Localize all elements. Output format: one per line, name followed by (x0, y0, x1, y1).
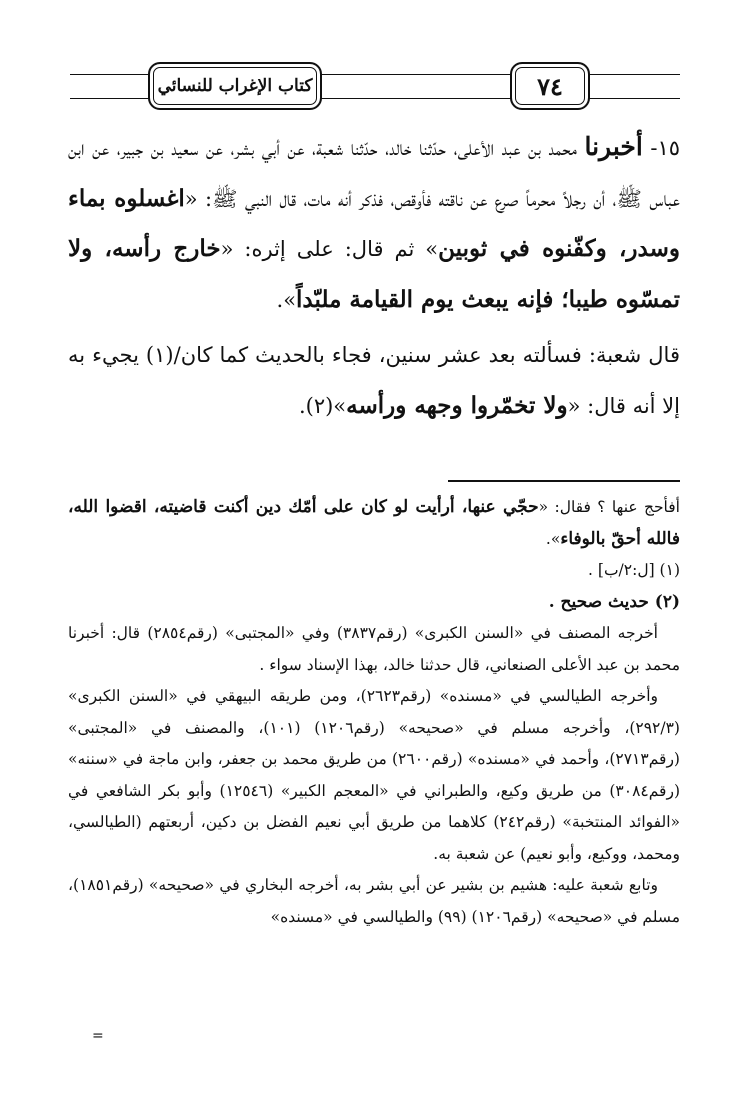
footnote-2-label: (٢) حديث صحيح . (548, 591, 680, 612)
page-header (70, 62, 680, 108)
carry-over-quote: حجّي عنها، أرأيت لو كان على أمّك دين أكنت قاضيته، اقضوا الله، فالله أحقّ بالوفاء (68, 497, 680, 549)
hadith-paragraph (68, 122, 680, 325)
carry-over-prefix: أفأحج عنها ؟ فقال: « (538, 498, 680, 516)
footnotes (68, 492, 680, 933)
footnote-carry-over (68, 492, 680, 555)
page-number: ٧٤ (510, 62, 590, 110)
footnote-1: (١) [ل:٢/ب] . (588, 561, 680, 579)
hadith-quote-3: ولا تخمّروا وجهه ورأسه (346, 391, 568, 419)
hadith-isnad: محمد بن عبد الأعلى، حدّثنا خالد، حدّثنا شعبة، عن أبي بشر، عن سعيد بن جبير، عن ابن عباس ﷺ، أن رجلاً محرماً صرع عن ناقته فأوقص، فذكر أنه مات، قال النبي ﷺ: « (68, 136, 680, 211)
footnote-separator (448, 480, 680, 482)
hadith-mid: » ثم قال: على إثره: « (220, 237, 439, 261)
hadith-lead-word: أخبرنا (584, 132, 643, 161)
hadith-quote-2: خارج رأسه، ولا تمسّوه طيبا؛ فإنه يبعث يوم القيامة ملبّداً (68, 235, 680, 313)
book-title: كتاب الإغراب للنسائي (148, 62, 322, 110)
hadith-end-2: »(٢). (298, 393, 347, 418)
hadith-quote-1: اغسلوه بماء وسدر، وكفّنوه في ثوبين (68, 184, 680, 262)
carry-over-suffix: ». (545, 529, 561, 548)
shuba-text: قال شعبة: فسألته بعد عشر سنين، فجاء بالحديث كما كان/(١) يجيء به إلا أنه قال: « (68, 343, 680, 418)
hadith-number: ١٥- (642, 136, 680, 160)
continuation-mark: = (92, 1028, 104, 1044)
takhrij-paragraph: وأخرجه الطيالسي في «مسنده» (رقم٢٦٢٣)، ومن طريقه البيهقي في «السنن الكبرى» (٢٩٢/٣)، وأخرجه مسلم في «صحيحه» (رقم١٢٠٦) (١٠١)، والمصنف في «المجتبى» (رقم٢٧١٣)، وأحمد في «مسنده» (رقم٢٦٠٠) من طريق محمد بن جعفر، وابن ماجة في «سننه» (رقم٣٠٨٤) من طريق وكيع، والطبراني في «المعجم الكبير» (١٢٥٤٦) وأبو بكر الشافعي في «الفوائد المنتخبة» (رقم٢٤٢) كلاهما من طريق أبي نعيم الفضل بن دكين، أربعتهم (الطيالسي، ومحمد، ووكيع، وأبو نعيم) عن شعبة به. (68, 687, 680, 863)
takhrij-paragraph: أخرجه المصنف في «السنن الكبرى» (رقم٣٨٣٧) وفي «المجتبى» (رقم٢٨٥٤) قال: أخبرنا محمد بن عبد الأعلى الصنعاني، قال حدثنا خالد، بهذا الإسناد سواء . (68, 624, 680, 674)
shuba-paragraph (68, 331, 680, 431)
hadith-end-1: ». (276, 287, 297, 312)
main-text (68, 122, 680, 431)
takhrij-paragraph: وتابع شعبة عليه: هشيم بن بشير عن أبي بشر به، أخرجه البخاري في «صحيحه» (رقم١٨٥١)، مسلم في «صحيحه» (رقم١٢٠٦) (٩٩) والطيالسي في «مسنده» (68, 876, 680, 926)
